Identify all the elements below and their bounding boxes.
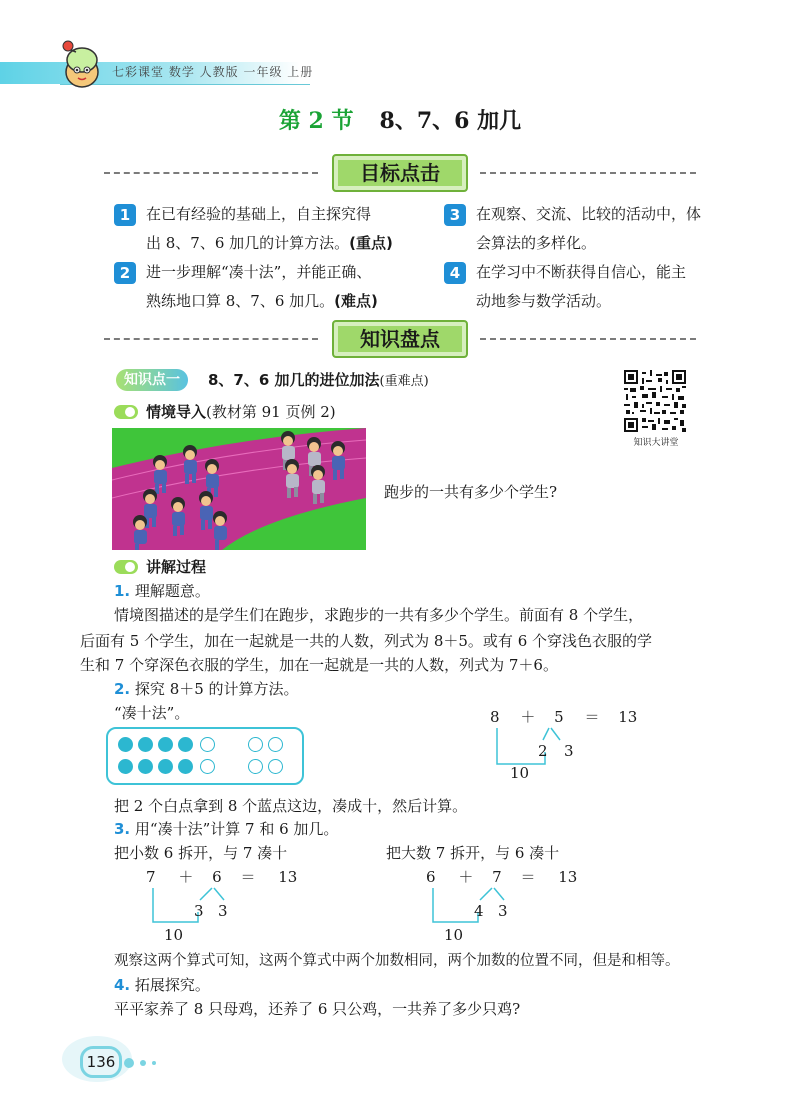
ten-label: 10 (510, 764, 530, 782)
step-title: 拓展探究。 (134, 976, 210, 994)
step-1-heading (114, 580, 210, 602)
goals-banner: 目标点击 (332, 154, 468, 192)
goal-item (476, 258, 741, 316)
eq-op: ＝ (520, 868, 536, 886)
step-title: 探究 8＋5 的计算方法。 (134, 680, 299, 698)
point-tag: (重难点) (379, 374, 429, 389)
goal-item (476, 200, 741, 258)
dot-white (268, 759, 283, 774)
page-number: 136 (80, 1046, 122, 1078)
point-title-text: 8、7、6 加几的进位加法 (208, 371, 380, 389)
goal-line: 会算法的多样化。 (476, 234, 597, 252)
step-number: 4. (114, 976, 131, 994)
dot-blue (178, 759, 193, 774)
method-label: “凑十法”。 (114, 704, 190, 722)
goal-item (146, 200, 411, 258)
goal-tag: (重点) (349, 234, 393, 252)
step-number: 2. (114, 680, 131, 698)
decor-dot (140, 1060, 146, 1066)
divider (480, 338, 696, 340)
eq-op: ＝ (584, 708, 600, 726)
dot-frame (106, 727, 304, 785)
split-part: 4 (474, 902, 484, 920)
mascot-icon (54, 38, 106, 90)
divider (104, 172, 318, 174)
goal-line: 出 8、7、6 加几的计算方法。 (146, 234, 350, 252)
section-number: 第 2 节 (278, 108, 354, 134)
dot-blue (158, 759, 173, 774)
paragraph-line: 生和 7 个穿深色衣服的学生，加在一起就是一共的人数，列式为 7＋6。 (80, 656, 558, 674)
goal-line: 进一步理解“凑十法”，并能正确、 (146, 263, 372, 281)
right-method-title: 把大数 7 拆开，与 6 凑十 (386, 844, 560, 862)
split-part: 3 (498, 902, 508, 920)
split-part: 2 (538, 742, 548, 760)
step-title: 理解题意。 (134, 582, 210, 600)
dot-blue (118, 759, 133, 774)
dot-white (200, 759, 215, 774)
knowledge-banner: 知识盘点 (332, 320, 468, 358)
eq-op: ＋ (520, 708, 536, 726)
dot-white (268, 737, 283, 752)
step-4-heading (114, 974, 210, 996)
intro-title-text: 情境导入 (146, 403, 207, 421)
ten-label: 10 (444, 926, 464, 944)
goal-line: 熟练地口算 8、7、6 加几。 (146, 292, 335, 310)
goal-number: 4 (444, 262, 466, 284)
ten-label: 10 (164, 926, 184, 944)
eq-term: 6 (426, 868, 436, 886)
eq-op: ＋ (458, 868, 474, 886)
bullet-pill-icon (114, 560, 138, 574)
left-method-title: 把小数 6 拆开，与 7 凑十 (114, 844, 288, 862)
eq-term: 8 (490, 708, 500, 726)
goal-line: 在学习中不断获得自信心，能主 (476, 263, 687, 281)
step-3-heading (114, 818, 338, 840)
split-part: 3 (218, 902, 228, 920)
divider (480, 172, 696, 174)
goal-line: 动地参与数学活动。 (476, 292, 612, 310)
goal-number: 3 (444, 204, 466, 226)
knowledge-point-badge: 知识点一 (116, 369, 188, 391)
decor-dot (124, 1058, 134, 1068)
eq-term: 7 (492, 868, 502, 886)
dot-white (200, 737, 215, 752)
goal-number: 2 (114, 262, 136, 284)
scene-question: 跑步的一共有多少个学生? (384, 483, 558, 501)
bullet-pill-icon (114, 405, 138, 419)
eq-result: 13 (558, 868, 578, 886)
process-title: 讲解过程 (146, 558, 207, 576)
dot-blue (178, 737, 193, 752)
step-4-question: 平平家养了 8 只母鸡，还养了 6 只公鸡，一共养了多少只鸡? (114, 1000, 521, 1018)
step-title: 用“凑十法”计算 7 和 6 加几。 (134, 820, 339, 838)
decor-dot (152, 1061, 156, 1065)
eq-result: 13 (278, 868, 298, 886)
running-students-illustration (112, 428, 366, 550)
dot-blue (158, 737, 173, 752)
dot-white (248, 759, 263, 774)
paragraph-line: 后面有 5 个学生，加在一起就是一共的人数，列式为 8＋5。或有 6 个穿浅色衣服的学 (80, 632, 653, 650)
eq-term: 7 (146, 868, 156, 886)
qr-label: 知识大讲堂 (633, 438, 679, 448)
dot-blue (118, 737, 133, 752)
page-title (0, 104, 800, 135)
step-number: 1. (114, 582, 131, 600)
goal-tag: (难点) (334, 292, 378, 310)
divider (104, 338, 318, 340)
step-3-conclusion: 观察这两个算式可知，这两个算式中两个加数相同，两个加数的位置不同，但是和相等。 (114, 953, 680, 969)
eq-term: 5 (554, 708, 564, 726)
eq-op: ＝ (240, 868, 256, 886)
goal-line: 在已有经验的基础上，自主探究得 (146, 205, 372, 223)
paragraph-line: 情境图描述的是学生们在跑步，求跑步的一共有多少个学生。前面有 8 个学生， (114, 606, 644, 624)
dot-blue (138, 737, 153, 752)
section-title: 8、7、6 加几 (379, 108, 522, 134)
eq-result: 13 (618, 708, 638, 726)
split-part: 3 (194, 902, 204, 920)
goal-item (146, 258, 411, 316)
eq-op: ＋ (178, 868, 194, 886)
dot-white (248, 737, 263, 752)
intro-title (146, 401, 336, 422)
qr-code-icon[interactable] (624, 370, 686, 432)
step-2-explanation: 把 2 个白点拿到 8 个蓝点这边，凑成十，然后计算。 (114, 797, 468, 815)
header-series: 七彩课堂 数学 人教版 一年级 上册 (112, 65, 314, 79)
step-2-heading (114, 678, 299, 700)
goal-number: 1 (114, 204, 136, 226)
intro-note: (教材第 91 页例 2) (206, 403, 336, 421)
knowledge-point-title (208, 369, 429, 390)
goal-line: 在观察、交流、比较的活动中，体 (476, 205, 702, 223)
step-number: 3. (114, 820, 131, 838)
eq-term: 6 (212, 868, 222, 886)
dot-blue (138, 759, 153, 774)
split-part: 3 (564, 742, 574, 760)
